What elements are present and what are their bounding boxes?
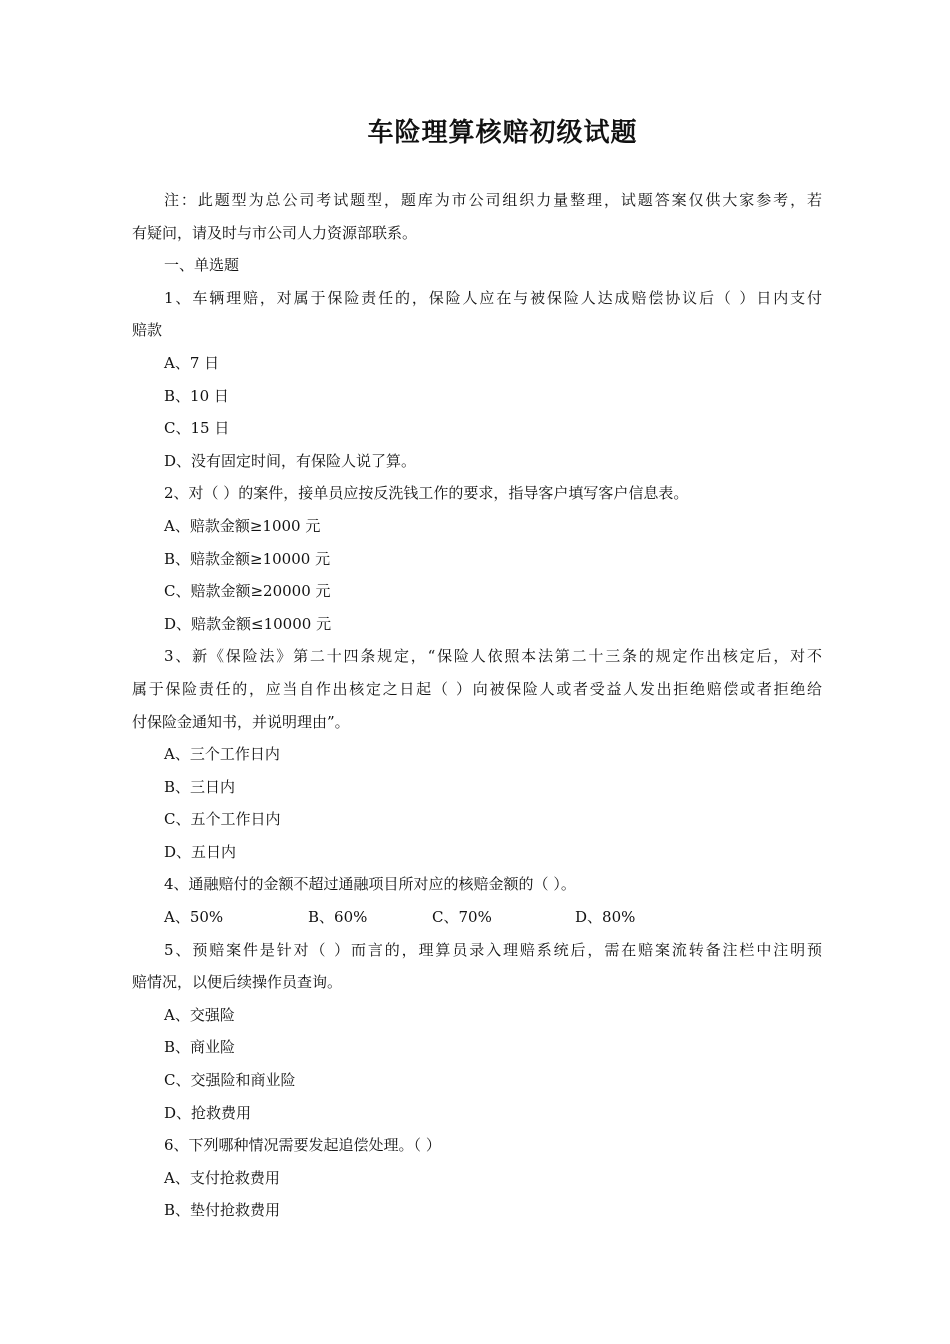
question-1-option-a: A、7 日 xyxy=(164,353,220,372)
question-2-option-c: C、赔款金额≥20000 元 xyxy=(164,582,331,601)
question-6-option-b: B、垫付抢救费用 xyxy=(164,1201,281,1220)
question-4-stem-line-1: 4、通融赔付的金额不超过通融项目所对应的核赔金额的（ ）。 xyxy=(164,875,576,894)
question-5-option-c: C、交强险和商业险 xyxy=(164,1071,296,1090)
question-1-option-d: D、没有固定时间，有保险人说了算。 xyxy=(164,451,417,470)
question-5-option-d: D、抢救费用 xyxy=(164,1103,252,1122)
question-5-stem-line-2: 赔情况，以便后续操作员查询。 xyxy=(132,973,343,992)
question-4-option-b: B、60% xyxy=(308,908,368,927)
question-3-stem-line-2: 属于保险责任的，应当自作出核定之日起（ ）向被保险人或者受益人发出拒绝赔偿或者拒绝给 xyxy=(132,679,822,698)
question-2-option-b: B、赔款金额≥10000 元 xyxy=(164,549,331,568)
question-6-option-a: A、支付抢救费用 xyxy=(164,1168,280,1187)
question-6-stem-line-1: 6、下列哪种情况需要发起追偿处理。（ ） xyxy=(164,1136,441,1155)
question-3-option-a: A、三个工作日内 xyxy=(164,745,280,764)
question-4-option-d: D、80% xyxy=(575,908,636,927)
section-heading: 一、单选题 xyxy=(164,256,240,275)
note-line-1: 注：此题型为总公司考试题型，题库为市公司组织力量整理，试题答案仅供大家参考，若 xyxy=(164,191,822,209)
question-2-option-a: A、赔款金额≥1000 元 xyxy=(164,516,321,535)
question-1-option-c: C、15 日 xyxy=(164,419,230,438)
question-3-option-b: B、三日内 xyxy=(164,777,236,796)
question-2-option-d: D、赔款金额≤10000 元 xyxy=(164,614,332,633)
question-3-option-c: C、五个工作日内 xyxy=(164,810,281,829)
document-title: 车险理算核赔初级试题 xyxy=(367,118,638,148)
question-3-stem-line-1: 3、新《保险法》第二十四条规定，“保险人依照本法第二十三条的规定作出核定后，对不 xyxy=(164,647,822,666)
question-1-stem-line-2: 赔款 xyxy=(132,321,163,340)
question-2-stem-line-1: 2、对（ ）的案件，接单员应按反洗钱工作的要求，指导客户填写客户信息表。 xyxy=(164,484,689,503)
question-4-option-c: C、70% xyxy=(432,908,492,927)
question-4-options-row xyxy=(132,901,822,934)
document-body xyxy=(132,184,822,1227)
question-5-option-b: B、商业险 xyxy=(164,1038,236,1057)
question-3-option-d: D、五日内 xyxy=(164,842,237,861)
question-1-stem-line-1: 1、车辆理赔，对属于保险责任的，保险人应在与被保险人达成赔偿协议后（ ）日内支付 xyxy=(164,288,822,307)
question-5-stem-line-1: 5、预赔案件是针对（ ）而言的，理算员录入理赔系统后，需在赔案流转备注栏中注明预 xyxy=(164,940,822,959)
question-4-option-a: A、50% xyxy=(164,908,224,927)
question-1-option-b: B、10 日 xyxy=(164,386,229,405)
question-3-stem-line-3: 付保险金通知书，并说明理由”。 xyxy=(132,712,350,731)
question-5-option-a: A、交强险 xyxy=(164,1005,235,1024)
note-line-2: 有疑问，请及时与市公司人力资源部联系。 xyxy=(132,223,418,242)
